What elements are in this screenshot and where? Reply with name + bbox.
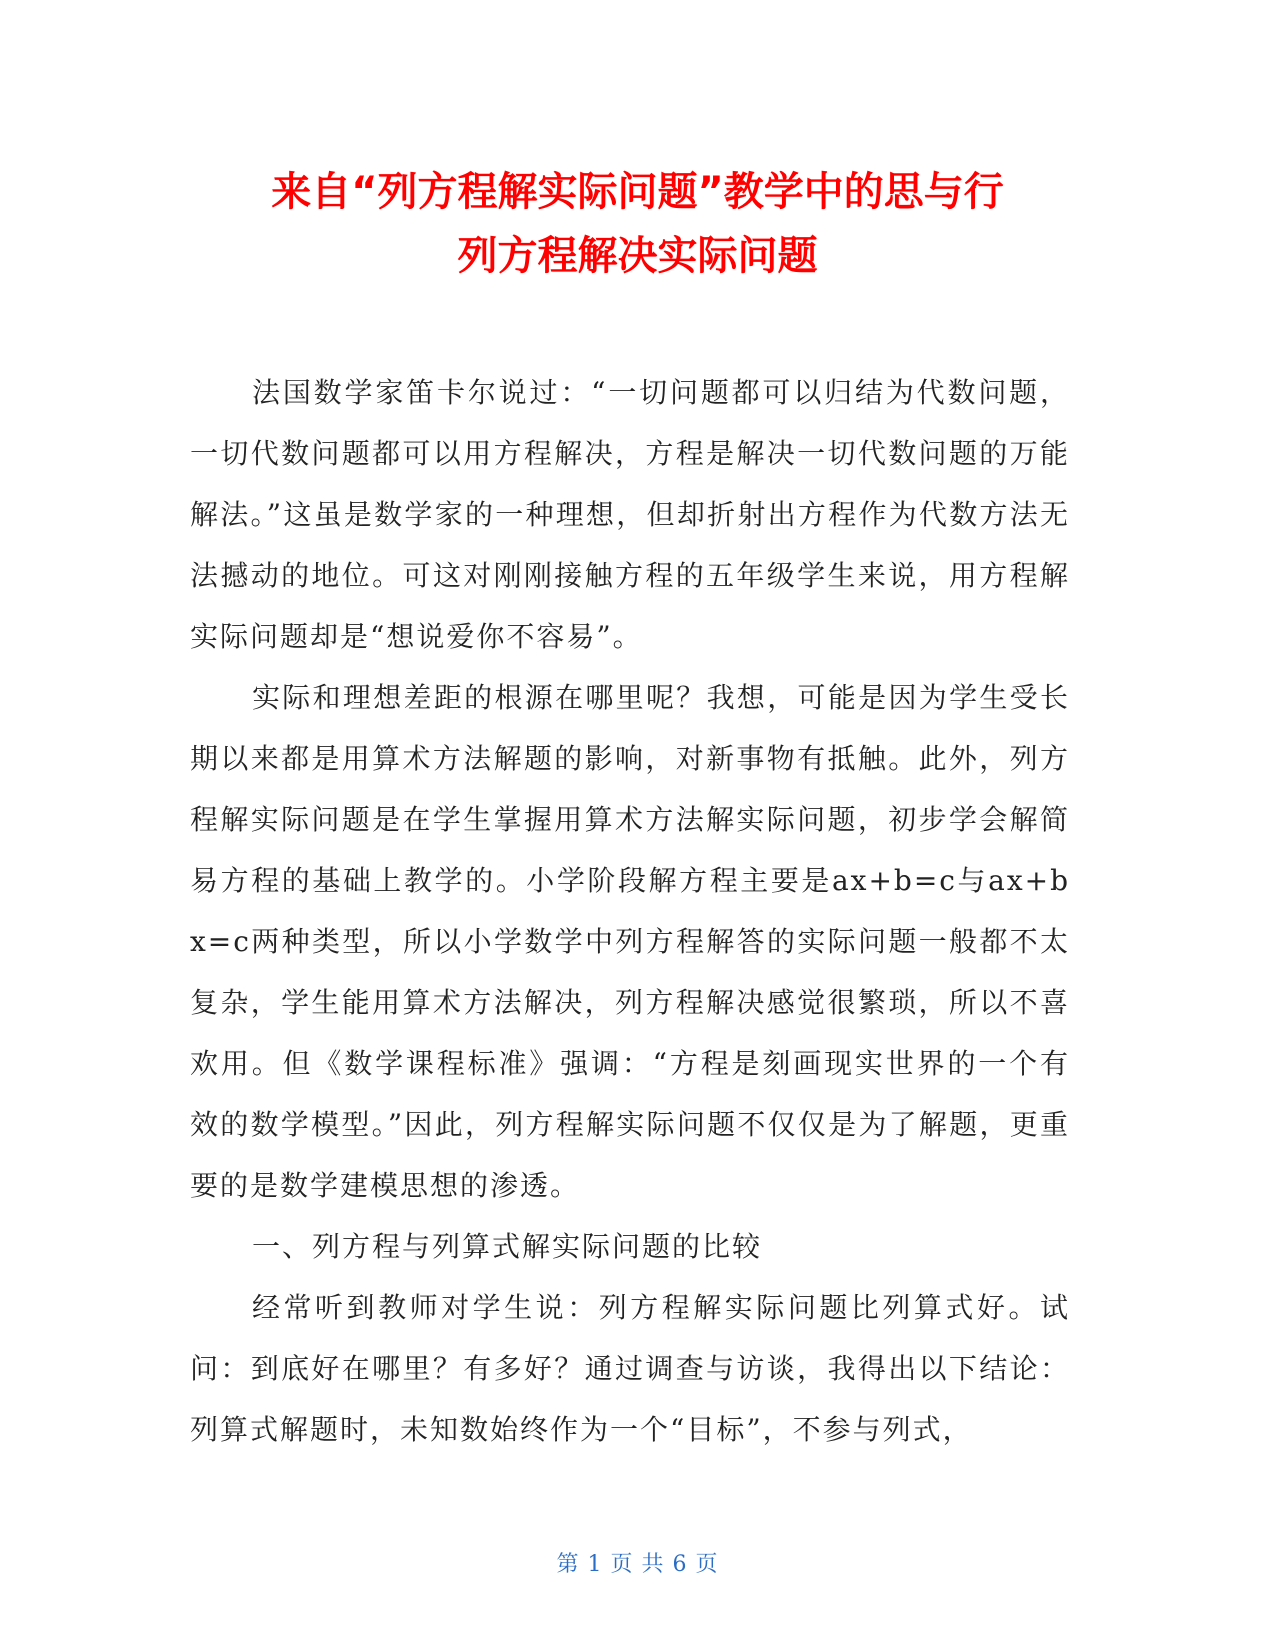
section-heading-comparison: 一、列方程与列算式解实际问题的比较 bbox=[252, 1230, 763, 1263]
page-number-footer: 第 1 页 共 6 页 bbox=[556, 1552, 719, 1577]
document-title: 来自“列方程解实际问题”教学中的思与行 bbox=[271, 169, 1004, 215]
document-subtitle: 列方程解决实际问题 bbox=[457, 233, 818, 279]
paragraph-descartes-quote: 法国数学家笛卡尔说过：“一切问题都可以归结为代数问题，一切代数问题都可以用方程解决，方程是解决一切代数问题的万能解法。”这虽是数学家的一种理想，但却折射出方程作为代数方法无法撼动的地位。可这对刚刚接触方程的五年级学生来说，用方程解实际问题却是“想说爱你不容易”。 bbox=[190, 376, 1070, 653]
title-block bbox=[0, 160, 1275, 288]
paragraph-gap-roots: 实际和理想差距的根源在哪里呢？我想，可能是因为学生受长期以来都是用算术方法解题的影响，对新事物有抵触。此外，列方程解实际问题是在学生掌握用算术方法解实际问题，初步学会解简易方程的基础上教学的。小学阶段解方程主要是ax+b=c与ax+bx=c两种类型，所以小学数学中列方程解答的实际问题一般都不太复杂，学生能用算术方法解决，列方程解决感觉很繁琐，所以不喜欢用。但《数学课程标准》强调：“方程是刻画现实世界的一个有效的数学模型。”因此，列方程解实际问题不仅仅是为了解题，更重要的是数学建模思想的渗透。 bbox=[190, 681, 1070, 1202]
document-body bbox=[190, 362, 1070, 1460]
paragraph-comparison: 经常听到教师对学生说：列方程解实际问题比列算式好。试问：到底好在哪里？有多好？通过调查与访谈，我得出以下结论：列算式解题时，未知数始终作为一个“目标”，不参与列式， bbox=[190, 1291, 1070, 1446]
